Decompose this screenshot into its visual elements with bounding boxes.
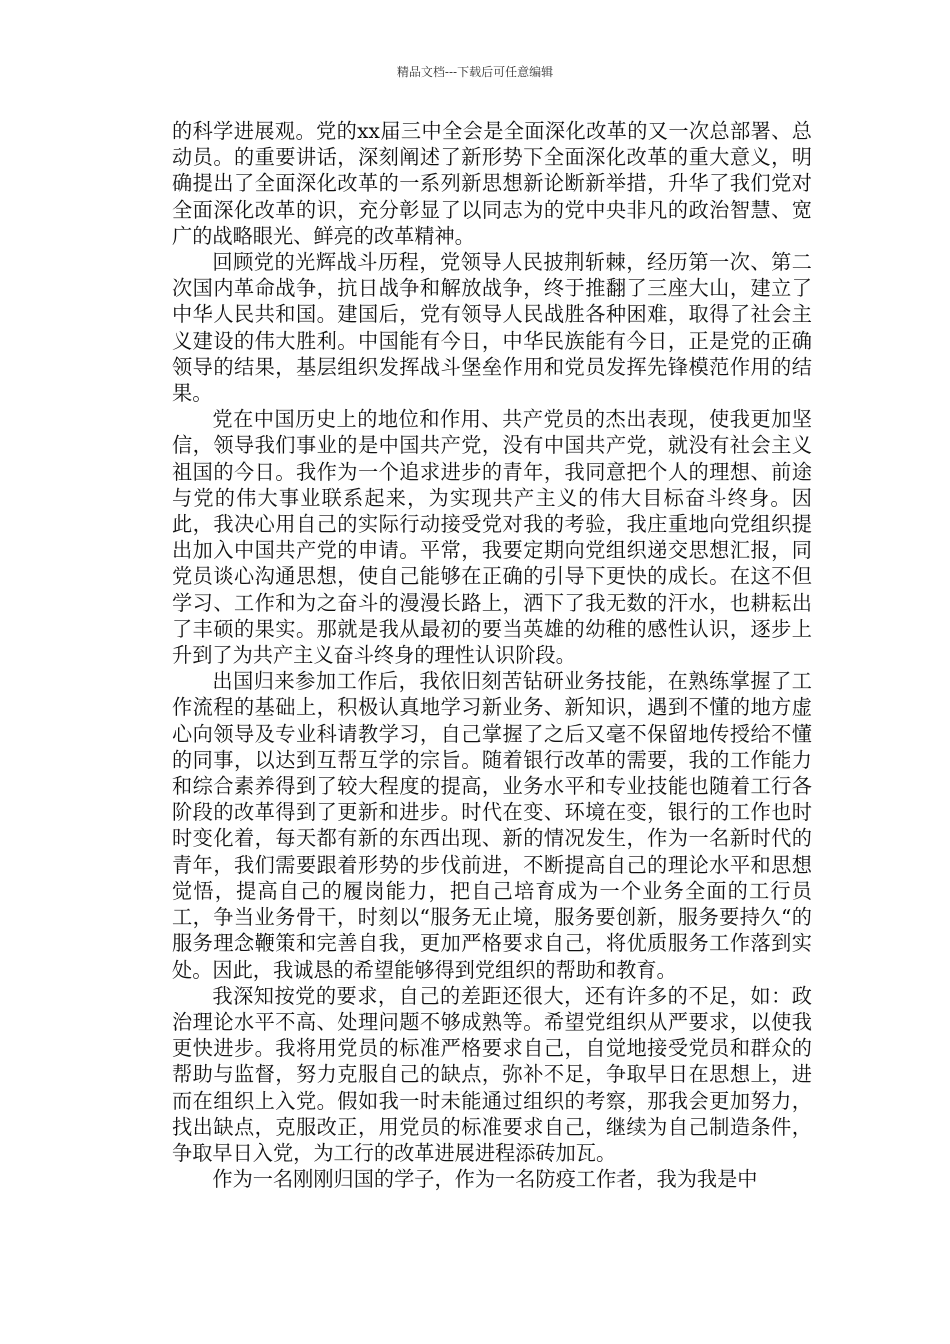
paragraph-5: 我深知按党的要求，自己的差距还很大，还有许多的不足，如：政治理论水平不高、处理问题不够成熟等。希望党组织从严要求，以使我更快进步。我将用党员的标准严格要求自己，自觉地接受党员和群众的帮助与监督，努力克服自己的缺点，弥补不足，争取早日在思想上，进而在组织上入党。假如我一时未能通过组织的考察，那我会更加努力，找出缺点，克服改正，用党员的标准要求自己，继续为自己制造条件，争取早日入党，为工行的改革进展进程添砖加瓦。 (172, 983, 812, 1165)
paragraph-2: 回顾党的光辉战斗历程，党领导人民披荆斩棘，经历第一次、第二次国内革命战争，抗日战争和解放战争，终于推翻了三座大山，建立了中华人民共和国。建国后，党有领导人民战胜各种困难，取得了社会主义建设的伟大胜利。中国能有今日，中华民族能有今日，正是党的正确领导的结果，基层组织发挥战斗堡垒作用和党员发挥先锋模范作用的结果。 (172, 250, 812, 406)
paragraph-4: 出国归来参加工作后，我依旧刻苦钻研业务技能，在熟练掌握了工作流程的基础上，积极认真地学习新业务、新知识，遇到不懂的地方虚心向领导及专业科请教学习，自己掌握了之后又毫不保留地传授给不懂的同事，以达到互帮互学的宗旨。随着银行改革的需要，我的工作能力和综合素养得到了较大程度的提高，业务水平和专业技能也随着工行各阶段的改革得到了更新和进步。时代在变、环境在变，银行的工作也时时变化着，每天都有新的东西出现、新的情况发生，作为一名新时代的青年，我们需要跟着形势的步伐前进，不断提高自己的理论水平和思想觉悟，提高自己的履岗能力，把自己培育成为一个业务全面的工行员工，争当业务骨干，时刻以“服务无止境，服务要创新，服务要持久“的服务理念鞭策和完善自我，更加严格要求自己，将优质服务工作落到实处。因此，我诚恳的希望能够得到党组织的帮助和教育。 (172, 669, 812, 982)
document-body (172, 118, 812, 1192)
paragraph-3: 党在中国历史上的地位和作用、共产党员的杰出表现，使我更加坚信，领导我们事业的是中国共产党，没有中国共产党，就没有社会主义祖国的今日。我作为一个追求进步的青年，我同意把个人的理想、前途与党的伟大事业联系起来，为实现共产主义的伟大目标奋斗终身。因此，我决心用自己的实际行动接受党对我的考验，我庄重地向党组织提出加入中国共产党的申请。平常，我要定期向党组织递交思想汇报，同党员谈心沟通思想，使自己能够在正确的引导下更快的成长。在这不但学习、工作和为之奋斗的漫漫长路上，洒下了我无数的汗水，也耕耘出了丰硕的果实。那就是我从最初的要当英雄的幼稚的感性认识，逐步上升到了为共产主义奋斗终身的理性认识阶段。 (172, 407, 812, 668)
page-header: 精品文档---下载后可任意编辑 (396, 65, 554, 79)
paragraph-6: 作为一名刚刚归国的学子，作为一名防疫工作者，我为我是中 (212, 1167, 758, 1192)
paragraph-1: 的科学进展观。党的xx届三中全会是全面深化改革的又一次总部署、总动员。的重要讲话，深刻阐述了新形势下全面深化改革的重大意义，明确提出了全面深化改革的一系列新思想新论断新举措，升华了我们党对全面深化改革的识，充分彰显了以同志为的党中央非凡的政治智慧、宽广的战略眼光、鲜亮的改革精神。 (172, 119, 812, 248)
